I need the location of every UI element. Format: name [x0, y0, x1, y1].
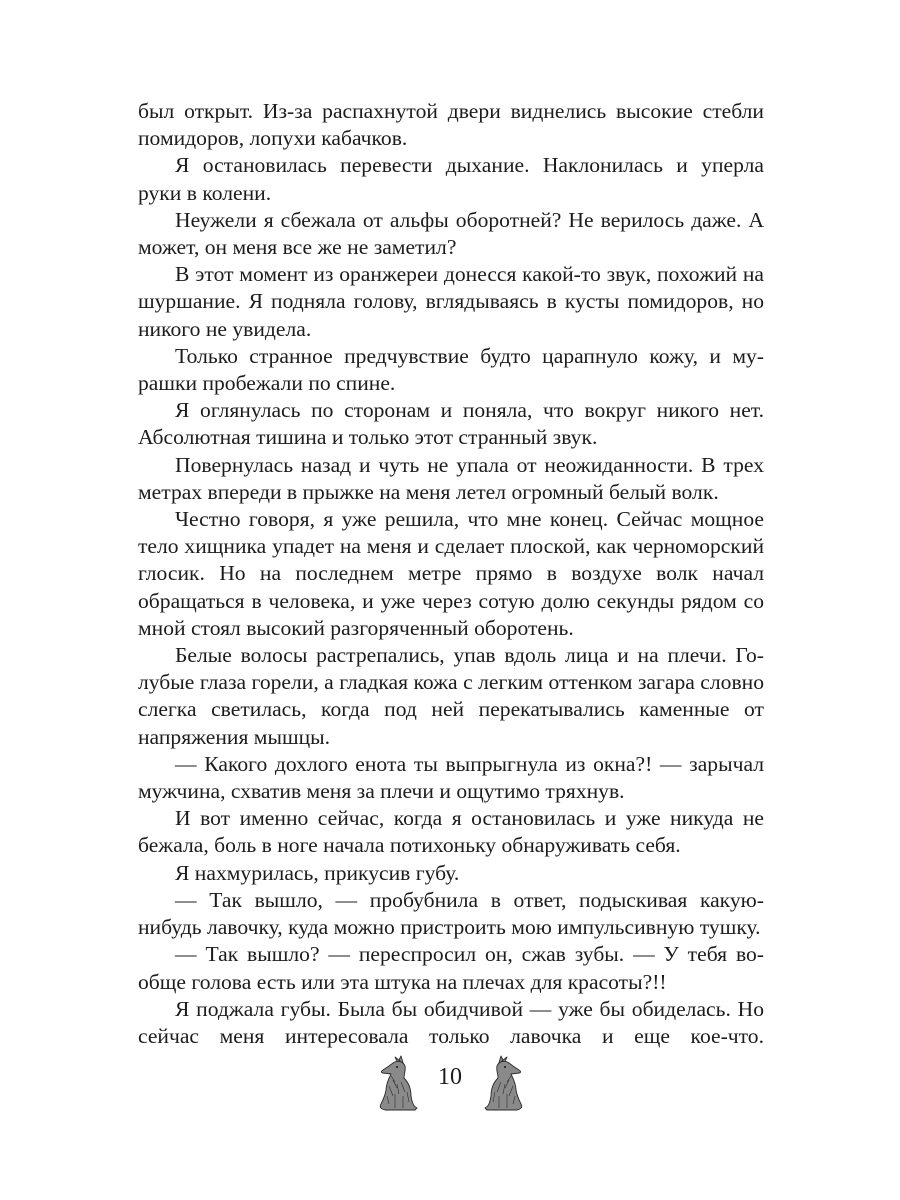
paragraph: Я поджала губы. Была бы обидчивой — уже бы обиделась. Но сейчас меня интересовала только лавочка и еще кое-что. [138, 996, 764, 1048]
paragraph: Честно говоря, я уже решила, что мне конец. Сейчас мощное тело хищника упадет на меня и сделает плоской, как черноморский глосик. Но на последнем метре прямо в воздухе волк начал обращаться в человека, и уже через сотую долю секунды рядом со мной стоял высокий разгоряченный оборотень. [138, 507, 764, 640]
paragraph: И вот именно сейчас, когда я остановилась и уже никуда не бежала, боль в ноге начала потихоньку обнаруживать себя. [138, 806, 764, 858]
paragraph: Только странное предчувствие будто царапнуло кожу, и мурашки пробежали по спине. [138, 343, 764, 396]
paragraph: Я остановилась перевести дыхание. Наклонилась и уперла руки в колени. [138, 153, 764, 205]
paragraph: был открыт. Из-за распахнутой двери виднелись высокие стебли помидоров, лопухи кабачков. [138, 99, 764, 151]
body-text [138, 98, 764, 1050]
wolf-icon [481, 1052, 531, 1112]
paragraph: В этот момент из оранжереи донесся какой-то звук, похожий на шуршание. Я подняла голову, вглядываясь в кусты помидоров, но никого не увидела. [138, 262, 764, 341]
paragraph: Повернулась назад и чуть не упала от неожиданности. В трех метрах впереди в прыжке на меня летел огромный белый волк. [138, 452, 764, 504]
page-footer [0, 1048, 900, 1118]
wolf-icon [371, 1052, 421, 1112]
paragraph: Белые волосы растрепались, упав вдоль лица и на плечи. Голубые глаза горели, а гладкая кожа с легким оттенком загара словно слегка светилась, когда под ней перекатывались каменные от напряжения мышцы. [138, 643, 764, 749]
paragraph: — Так вышло, — пробубнила в ответ, подыскивая какую-нибудь лавочку, куда можно пристроить мою импульсивную тушку. [138, 887, 764, 940]
paragraph: Я оглянулась по сторонам и поняла, что вокруг никого нет. Абсолютная тишина и только этот странный звук. [138, 398, 764, 450]
paragraph: Я нахмурилась, прикусив губу. [175, 860, 460, 885]
page-number: 10 [438, 1064, 462, 1090]
paragraph: Неужели я сбежала от альфы оборотней? Не верилось даже. А может, он меня все же не заметил? [138, 207, 764, 260]
paragraph: — Так вышло? — переспросил он, сжав зубы. — У тебя вообще голова есть или эта штука на плечах для красоты?!! [138, 942, 764, 994]
paragraph: — Какого дохлого енота ты выпрыгнула из окна?! — зарычал мужчина, схватив меня за плечи и ощутимо тряхнув. [138, 751, 764, 804]
